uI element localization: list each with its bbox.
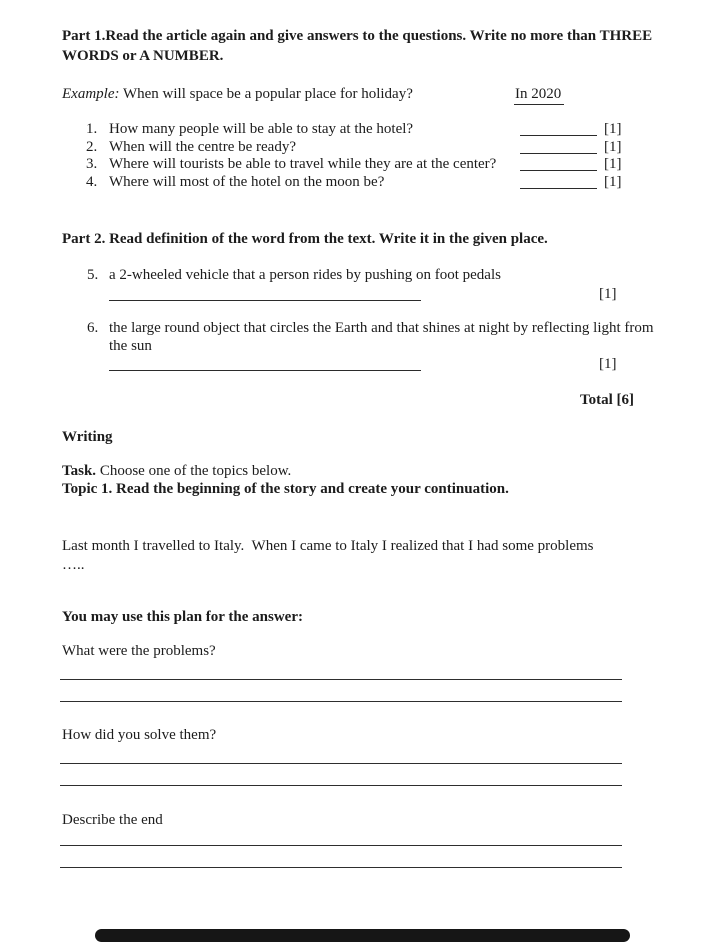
- part2-heading: Part 2. Read definition of the word from the text. Write it in the given place.: [62, 231, 548, 247]
- answer-blank: [520, 157, 597, 171]
- writing-heading: Writing: [62, 429, 113, 445]
- mark-label: [1]: [599, 286, 617, 302]
- answer-blank: [520, 175, 597, 189]
- question-row: [62, 156, 702, 174]
- item-text: a 2-wheeled vehicle that a person rides by pushing on foot pedals: [109, 267, 501, 283]
- writing-prompt-1: What were the problems?: [62, 643, 216, 659]
- writing-prompt-3: Describe the end: [62, 812, 163, 828]
- item-number: 6.: [87, 320, 99, 336]
- answer-blank: [520, 122, 597, 136]
- question-text: When will the centre be ready?: [109, 138, 296, 155]
- question-row: [62, 139, 702, 157]
- mark-label: [1]: [604, 174, 622, 191]
- plan-heading: You may use this plan for the answer:: [62, 609, 303, 625]
- writing-line: [60, 701, 622, 702]
- mark-label: [1]: [599, 356, 617, 372]
- answer-blank: [109, 356, 421, 371]
- writing-line: [60, 763, 622, 764]
- example-row: [62, 86, 690, 104]
- item-number: 5.: [87, 267, 99, 283]
- task-text: Choose one of the topics below.: [96, 463, 292, 479]
- question-number: 4.: [86, 174, 98, 191]
- example-answer: In 2020: [514, 86, 564, 105]
- part1-questions: [62, 121, 702, 192]
- mark-label: [1]: [604, 121, 622, 137]
- question-row: [62, 121, 702, 139]
- question-text: Where will tourists be able to travel while they are at the center?: [109, 156, 497, 173]
- writing-line: [60, 845, 622, 846]
- topic-heading: Topic 1. Read the beginning of the story and create your continuation.: [62, 481, 509, 497]
- bottom-bar: [95, 929, 630, 942]
- part1-heading: [62, 26, 690, 66]
- story-text: Last month I travelled to Italy. When I came to Italy I realized that I had some problems: [62, 538, 594, 554]
- example-label: Example:: [62, 86, 120, 102]
- writing-line: [60, 679, 622, 680]
- story-block: [62, 537, 690, 575]
- task-label: Task.: [62, 463, 97, 479]
- example-question: When will space be a popular place for holiday?: [122, 86, 413, 102]
- question-number: 2.: [86, 138, 98, 155]
- task-block: [62, 462, 690, 498]
- total-label: Total [6]: [580, 392, 635, 408]
- part1-heading-line2: WORDS or A NUMBER.: [62, 48, 224, 64]
- question-text: How many people will be able to stay at the hotel?: [109, 121, 414, 137]
- answer-blank: [109, 286, 421, 301]
- mark-label: [1]: [604, 156, 622, 173]
- question-text: Where will most of the hotel on the moon be?: [109, 174, 385, 191]
- writing-line: [60, 785, 622, 786]
- question-number: 1.: [86, 121, 98, 137]
- writing-prompt-2: How did you solve them?: [62, 727, 217, 743]
- part1-heading-line1: Part 1.Read the article again and give answers to the questions. Write no more than THREE: [62, 28, 653, 44]
- task-line: [62, 462, 690, 480]
- answer-blank: [520, 140, 597, 154]
- writing-line: [60, 867, 622, 868]
- item-text-line1: the large round object that circles the Earth and that shines at night by reflecting light from: [109, 320, 654, 336]
- story-ellipsis: …..: [62, 557, 85, 573]
- question-number: 3.: [86, 156, 98, 173]
- item-text-line2: the sun: [109, 338, 152, 354]
- mark-label: [1]: [604, 138, 622, 155]
- definition-answer-row: [62, 286, 702, 302]
- question-row: [62, 174, 702, 192]
- definition-answer-row: [62, 356, 702, 372]
